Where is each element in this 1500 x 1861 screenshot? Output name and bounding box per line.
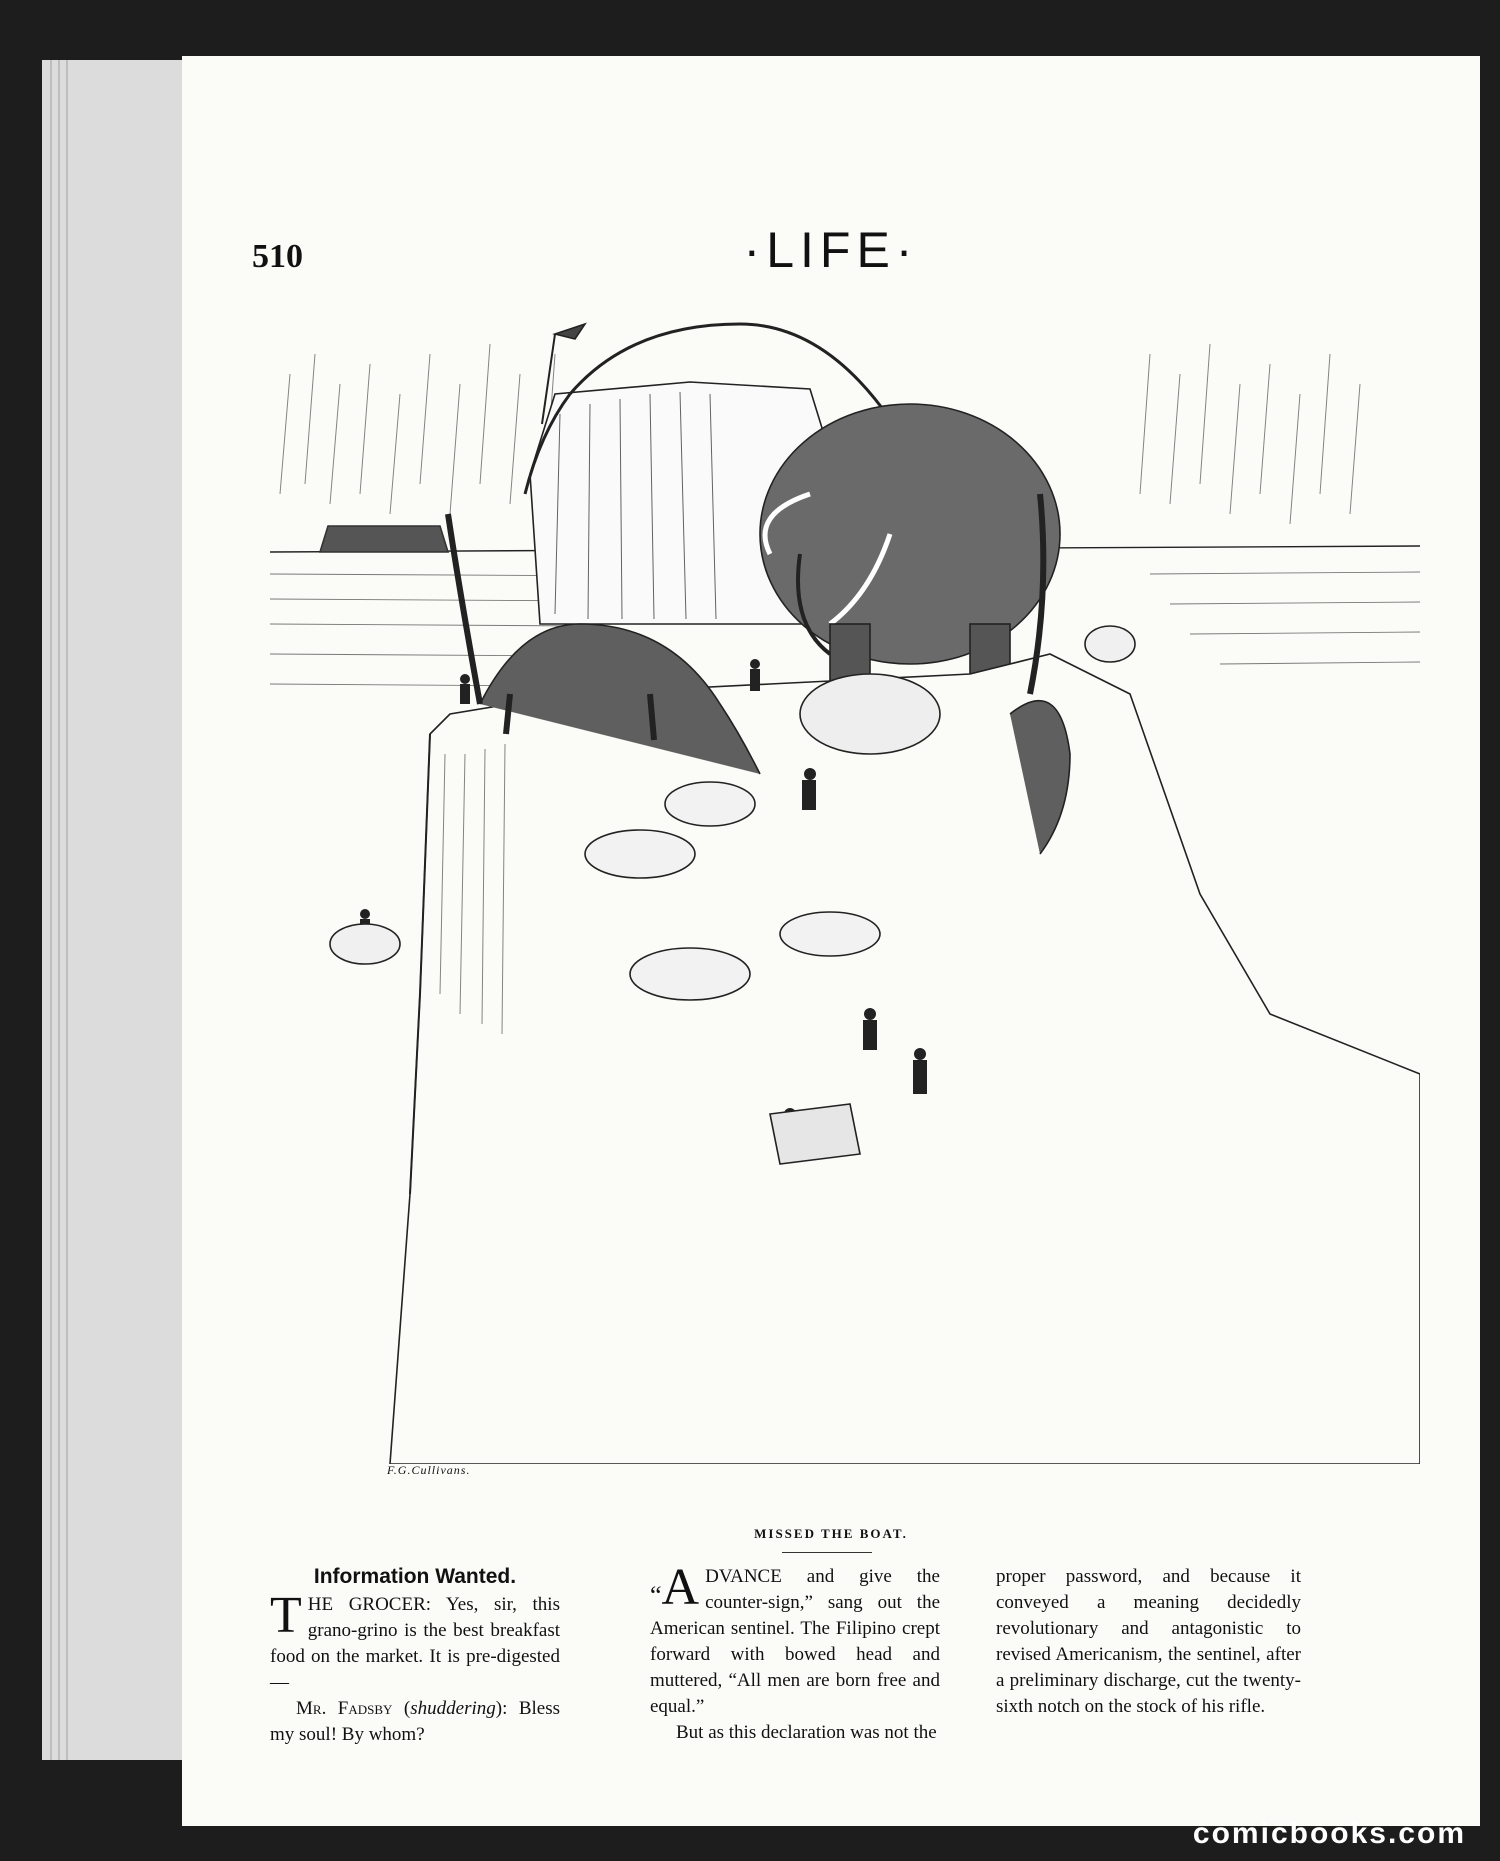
artist-signature: F.G.Cullivans. bbox=[387, 1463, 471, 1477]
dialogue-text: : Bless my soul! By whom? bbox=[270, 1698, 561, 1745]
stage-direction: shuddering bbox=[410, 1698, 496, 1719]
article-column-3 bbox=[996, 1564, 1301, 1720]
caption-divider bbox=[782, 1552, 872, 1553]
drop-cap bbox=[650, 1559, 705, 1616]
dialogue-text: : Yes, sir, this grano-grino is the best breakfast food on the market. It is pre-digested— bbox=[270, 1594, 560, 1693]
speaker-name: Mr. Fadsby bbox=[296, 1698, 393, 1719]
article-paragraph bbox=[650, 1559, 940, 1720]
magazine-page bbox=[182, 56, 1480, 1826]
paragraph-text: DVANCE and give the counter-sign,” sang out the American sentinel. The Filipino crept forward with bowed head and muttered, “All men are born free and equal.” bbox=[650, 1566, 940, 1717]
article-column-2 bbox=[650, 1559, 940, 1746]
article-paragraph bbox=[270, 1587, 560, 1696]
open-quote: “ bbox=[650, 1581, 662, 1610]
drop-cap-letter: A bbox=[661, 1559, 700, 1616]
cartoon-caption: MISSED THE BOAT. bbox=[754, 1526, 908, 1541]
article-column-1 bbox=[270, 1564, 560, 1748]
article-paragraph: But as this declaration was not the bbox=[676, 1722, 937, 1743]
page-number: 510 bbox=[252, 238, 303, 275]
article-paragraph: proper password, and because it conveyed a meaning decidedly revolutionary and antagonistic to revised Americanism, the sentinel, after a preliminary discharge, cut the twenty-sixth notch on the stock of his rifle. bbox=[996, 1566, 1301, 1717]
masthead-title: ·LIFE· bbox=[743, 222, 919, 278]
speaker-name: HE GROCER bbox=[307, 1594, 426, 1615]
article-heading: Information Wanted. bbox=[313, 1565, 517, 1588]
site-watermark: comicbooks.com bbox=[1192, 1817, 1466, 1850]
book-binding-edge bbox=[42, 60, 183, 1760]
drop-cap: T bbox=[270, 1587, 302, 1644]
article-paragraph: Mr. Fadsby (shuddering): Bless my soul! By whom? bbox=[270, 1698, 561, 1745]
cartoon-illustration bbox=[270, 294, 1420, 1464]
cartoon-drawing bbox=[270, 294, 1420, 1464]
